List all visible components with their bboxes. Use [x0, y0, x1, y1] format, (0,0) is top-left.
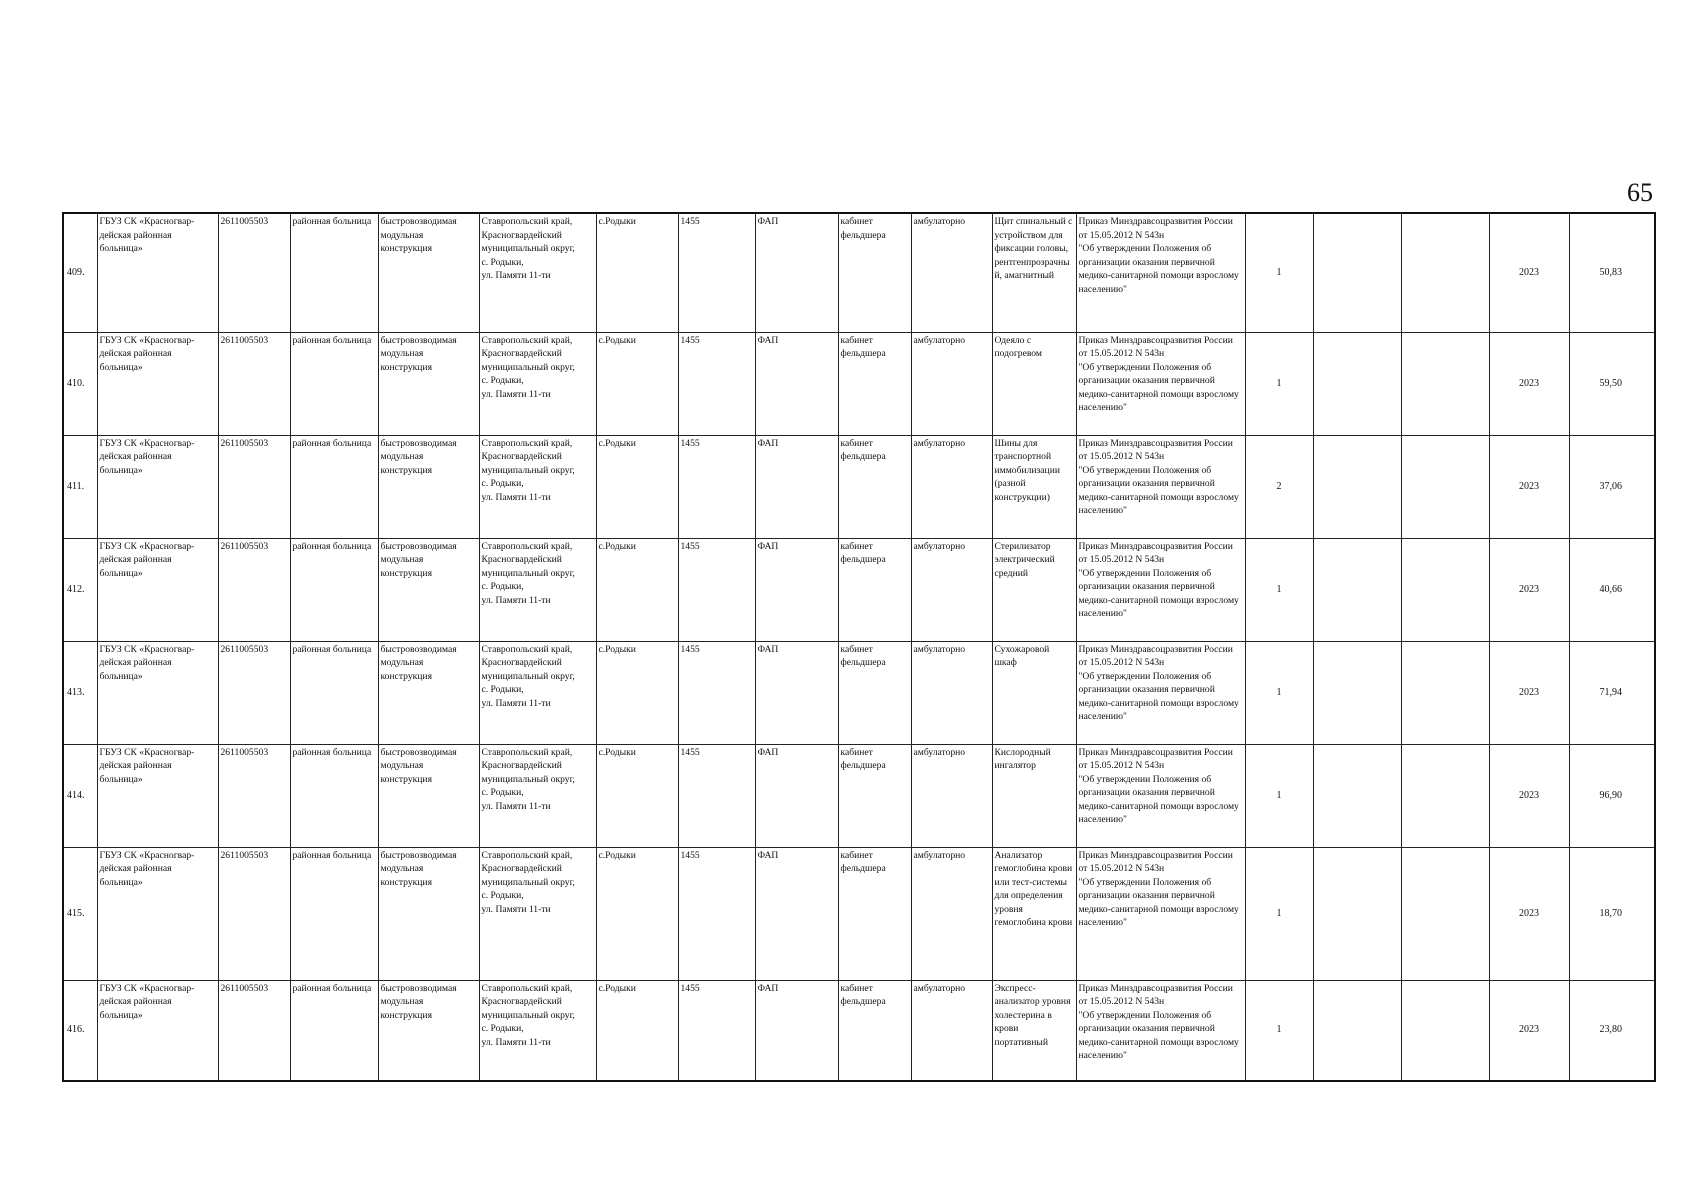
facility-type-cell: районная больница [290, 332, 378, 435]
population-cell: 1455 [678, 847, 755, 980]
empty-cell [1313, 332, 1401, 435]
room-cell: кабинет фельдшера [838, 847, 911, 980]
table-row [63, 641, 1655, 744]
equipment-cell: Шины для транспортной иммобилизации (разной конструкции) [992, 435, 1076, 538]
empty-cell [1401, 538, 1489, 641]
row-number: 413. [63, 641, 97, 744]
locality-cell: с.Родыки [596, 213, 678, 332]
organization-cell: ГБУЗ СК «Красногвар-дейская районная больница» [97, 213, 218, 332]
table-row [63, 847, 1655, 980]
organization-cell: ГБУЗ СК «Красногвар-дейская районная больница» [97, 744, 218, 847]
regulation-cell: Приказ Минздравсоцразвития России от 15.05.2012 N 543н "Об утверждении Положения об организации оказания первичной медико-санитарной помощи взрослому населению" [1076, 641, 1245, 744]
row-number: 409. [63, 213, 97, 332]
room-cell: кабинет фельдшера [838, 641, 911, 744]
inn-cell: 2611005503 [218, 980, 290, 1081]
quantity-cell: 1 [1245, 847, 1313, 980]
organization-cell: ГБУЗ СК «Красногвар-дейская районная больница» [97, 641, 218, 744]
quantity-cell: 1 [1245, 980, 1313, 1081]
facility-type-cell: районная больница [290, 980, 378, 1081]
organization-cell: ГБУЗ СК «Красногвар-дейская районная больница» [97, 980, 218, 1081]
year-cell: 2023 [1489, 980, 1569, 1081]
address-cell: Ставропольский край, Красногвардейский муниципальный округ, с. Родыки, ул. Памяти 11-ти [479, 980, 596, 1081]
row-number: 415. [63, 847, 97, 980]
table-row [63, 538, 1655, 641]
facility-type-cell: районная больница [290, 744, 378, 847]
table-row [63, 213, 1655, 332]
unit-cell: ФАП [755, 980, 838, 1081]
cost-cell: 50,83 [1569, 213, 1655, 332]
unit-cell: ФАП [755, 332, 838, 435]
facility-type-cell: районная больница [290, 435, 378, 538]
care-type-cell: амбулаторно [911, 641, 992, 744]
empty-cell [1313, 213, 1401, 332]
row-number: 416. [63, 980, 97, 1081]
facility-type-cell: районная больница [290, 538, 378, 641]
room-cell: кабинет фельдшера [838, 213, 911, 332]
table-row [63, 435, 1655, 538]
unit-cell: ФАП [755, 538, 838, 641]
care-type-cell: амбулаторно [911, 213, 992, 332]
inn-cell: 2611005503 [218, 641, 290, 744]
care-type-cell: амбулаторно [911, 435, 992, 538]
cost-cell: 96,90 [1569, 744, 1655, 847]
cost-cell: 18,70 [1569, 847, 1655, 980]
year-cell: 2023 [1489, 332, 1569, 435]
population-cell: 1455 [678, 332, 755, 435]
address-cell: Ставропольский край, Красногвардейский муниципальный округ, с. Родыки, ул. Памяти 11-ти [479, 213, 596, 332]
row-number: 412. [63, 538, 97, 641]
cost-cell: 23,80 [1569, 980, 1655, 1081]
equipment-cell: Экспресс-анализатор уровня холестерина в крови портативный [992, 980, 1076, 1081]
population-cell: 1455 [678, 435, 755, 538]
building-cell: быстровозводимая модульная конструкция [378, 980, 479, 1081]
unit-cell: ФАП [755, 744, 838, 847]
locality-cell: с.Родыки [596, 435, 678, 538]
empty-cell [1313, 435, 1401, 538]
building-cell: быстровозводимая модульная конструкция [378, 641, 479, 744]
care-type-cell: амбулаторно [911, 980, 992, 1081]
regulation-cell: Приказ Минздравсоцразвития России от 15.05.2012 N 543н "Об утверждении Положения об организации оказания первичной медико-санитарной помощи взрослому населению" [1076, 332, 1245, 435]
building-cell: быстровозводимая модульная конструкция [378, 435, 479, 538]
building-cell: быстровозводимая модульная конструкция [378, 847, 479, 980]
address-cell: Ставропольский край, Красногвардейский муниципальный округ, с. Родыки, ул. Памяти 11-ти [479, 744, 596, 847]
empty-cell [1401, 980, 1489, 1081]
organization-cell: ГБУЗ СК «Красногвар-дейская районная больница» [97, 538, 218, 641]
inn-cell: 2611005503 [218, 435, 290, 538]
population-cell: 1455 [678, 980, 755, 1081]
equipment-cell: Щит спинальный с устройством для фиксации головы, рентгенпрозрачный, амагнитный [992, 213, 1076, 332]
regulation-cell: Приказ Минздравсоцразвития России от 15.05.2012 N 543н "Об утверждении Положения об организации оказания первичной медико-санитарной помощи взрослому населению" [1076, 847, 1245, 980]
empty-cell [1401, 641, 1489, 744]
care-type-cell: амбулаторно [911, 538, 992, 641]
facility-type-cell: районная больница [290, 847, 378, 980]
population-cell: 1455 [678, 641, 755, 744]
locality-cell: с.Родыки [596, 847, 678, 980]
regulation-cell: Приказ Минздравсоцразвития России от 15.05.2012 N 543н "Об утверждении Положения об организации оказания первичной медико-санитарной помощи взрослому населению" [1076, 538, 1245, 641]
address-cell: Ставропольский край, Красногвардейский муниципальный округ, с. Родыки, ул. Памяти 11-ти [479, 538, 596, 641]
address-cell: Ставропольский край, Красногвардейский муниципальный округ, с. Родыки, ул. Памяти 11-ти [479, 435, 596, 538]
cost-cell: 40,66 [1569, 538, 1655, 641]
room-cell: кабинет фельдшера [838, 332, 911, 435]
equipment-cell: Сухожаровой шкаф [992, 641, 1076, 744]
building-cell: быстровозводимая модульная конструкция [378, 213, 479, 332]
inn-cell: 2611005503 [218, 332, 290, 435]
organization-cell: ГБУЗ СК «Красногвар-дейская районная больница» [97, 847, 218, 980]
regulation-cell: Приказ Минздравсоцразвития России от 15.05.2012 N 543н "Об утверждении Положения об организации оказания первичной медико-санитарной помощи взрослому населению" [1076, 435, 1245, 538]
year-cell: 2023 [1489, 744, 1569, 847]
inn-cell: 2611005503 [218, 213, 290, 332]
quantity-cell: 1 [1245, 332, 1313, 435]
room-cell: кабинет фельдшера [838, 980, 911, 1081]
room-cell: кабинет фельдшера [838, 744, 911, 847]
empty-cell [1313, 847, 1401, 980]
room-cell: кабинет фельдшера [838, 538, 911, 641]
quantity-cell: 1 [1245, 538, 1313, 641]
inn-cell: 2611005503 [218, 847, 290, 980]
cost-cell: 37,06 [1569, 435, 1655, 538]
locality-cell: с.Родыки [596, 641, 678, 744]
address-cell: Ставропольский край, Красногвардейский муниципальный округ, с. Родыки, ул. Памяти 11-ти [479, 332, 596, 435]
population-cell: 1455 [678, 744, 755, 847]
unit-cell: ФАП [755, 641, 838, 744]
empty-cell [1401, 213, 1489, 332]
cost-cell: 59,50 [1569, 332, 1655, 435]
care-type-cell: амбулаторно [911, 847, 992, 980]
page-number: 65 [1627, 178, 1653, 207]
building-cell: быстровозводимая модульная конструкция [378, 744, 479, 847]
empty-cell [1313, 641, 1401, 744]
facility-type-cell: районная больница [290, 213, 378, 332]
unit-cell: ФАП [755, 213, 838, 332]
empty-cell [1313, 980, 1401, 1081]
building-cell: быстровозводимая модульная конструкция [378, 332, 479, 435]
care-type-cell: амбулаторно [911, 332, 992, 435]
year-cell: 2023 [1489, 641, 1569, 744]
empty-cell [1401, 435, 1489, 538]
row-number: 411. [63, 435, 97, 538]
address-cell: Ставропольский край, Красногвардейский муниципальный округ, с. Родыки, ул. Памяти 11-ти [479, 641, 596, 744]
population-cell: 1455 [678, 213, 755, 332]
year-cell: 2023 [1489, 847, 1569, 980]
year-cell: 2023 [1489, 435, 1569, 538]
room-cell: кабинет фельдшера [838, 435, 911, 538]
table-row [63, 332, 1655, 435]
regulation-cell: Приказ Минздравсоцразвития России от 15.05.2012 N 543н "Об утверждении Положения об организации оказания первичной медико-санитарной помощи взрослому населению" [1076, 744, 1245, 847]
inn-cell: 2611005503 [218, 538, 290, 641]
locality-cell: с.Родыки [596, 332, 678, 435]
quantity-cell: 2 [1245, 435, 1313, 538]
empty-cell [1401, 332, 1489, 435]
quantity-cell: 1 [1245, 744, 1313, 847]
table-row [63, 744, 1655, 847]
empty-cell [1313, 538, 1401, 641]
equipment-cell: Кислородный ингалятор [992, 744, 1076, 847]
equipment-cell: Стерилизатор электрический средний [992, 538, 1076, 641]
unit-cell: ФАП [755, 847, 838, 980]
address-cell: Ставропольский край, Красногвардейский муниципальный округ, с. Родыки, ул. Памяти 11-ти [479, 847, 596, 980]
equipment-cell: Одеяло с подогревом [992, 332, 1076, 435]
locality-cell: с.Родыки [596, 538, 678, 641]
year-cell: 2023 [1489, 213, 1569, 332]
population-cell: 1455 [678, 538, 755, 641]
row-number: 410. [63, 332, 97, 435]
facility-type-cell: районная больница [290, 641, 378, 744]
empty-cell [1313, 744, 1401, 847]
empty-cell [1401, 847, 1489, 980]
locality-cell: с.Родыки [596, 980, 678, 1081]
locality-cell: с.Родыки [596, 744, 678, 847]
regulation-cell: Приказ Минздравсоцразвития России от 15.05.2012 N 543н "Об утверждении Положения об организации оказания первичной медико-санитарной помощи взрослому населению" [1076, 213, 1245, 332]
year-cell: 2023 [1489, 538, 1569, 641]
organization-cell: ГБУЗ СК «Красногвар-дейская районная больница» [97, 435, 218, 538]
care-type-cell: амбулаторно [911, 744, 992, 847]
inn-cell: 2611005503 [218, 744, 290, 847]
building-cell: быстровозводимая модульная конструкция [378, 538, 479, 641]
row-number: 414. [63, 744, 97, 847]
table-row [63, 980, 1655, 1081]
equipment-registry-table [62, 212, 1656, 1082]
quantity-cell: 1 [1245, 641, 1313, 744]
regulation-cell: Приказ Минздравсоцразвития России от 15.05.2012 N 543н "Об утверждении Положения об организации оказания первичной медико-санитарной помощи взрослому населению" [1076, 980, 1245, 1081]
quantity-cell: 1 [1245, 213, 1313, 332]
organization-cell: ГБУЗ СК «Красногвар-дейская районная больница» [97, 332, 218, 435]
unit-cell: ФАП [755, 435, 838, 538]
cost-cell: 71,94 [1569, 641, 1655, 744]
empty-cell [1401, 744, 1489, 847]
equipment-cell: Анализатор гемоглобина крови или тест-системы для определения уровня гемоглобина крови [992, 847, 1076, 980]
